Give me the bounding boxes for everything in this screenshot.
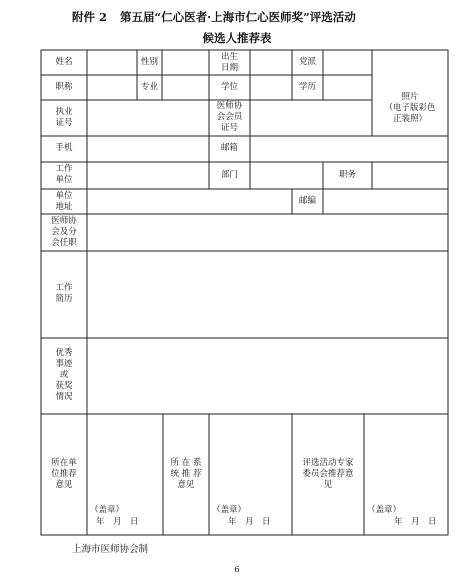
committee-seal: （盖章） [367, 505, 402, 515]
label-mobile: 手机 [55, 143, 73, 153]
committee-date: 年 月 日 [394, 517, 437, 527]
document-subtitle: 候选人推荐表 [202, 31, 272, 45]
label-committee-opinion: 评选活动专家 委员会推荐意 见 [302, 458, 354, 490]
label-unit-opinion: 所在单 位推荐 意见 [51, 458, 77, 490]
label-assoc-posts: 医师协 会及分 会任职 [51, 216, 77, 248]
unit-seal: （盖章） [90, 505, 125, 515]
label-degree: 学位 [220, 82, 238, 92]
unit-date: 年 月 日 [96, 517, 139, 527]
label-gender: 性别 [140, 57, 158, 67]
label-education: 学历 [298, 82, 316, 92]
label-department: 部门 [220, 170, 238, 180]
page-number: 6 [234, 565, 240, 575]
label-title: 职称 [55, 82, 73, 92]
label-deeds: 优秀 事迹 或 获奖 情况 [55, 348, 73, 402]
attachment-label: 附件 2 [72, 10, 108, 24]
label-unit-address: 单位 地址 [55, 191, 73, 212]
label-assoc-no: 医师协 会会员 证号 [216, 101, 243, 133]
footer-issuer: 上海市医师协会制 [72, 544, 149, 555]
label-license: 执业 证号 [55, 107, 73, 128]
label-specialty: 专业 [140, 82, 158, 92]
label-position: 职务 [338, 170, 356, 180]
label-dob: 出生 日期 [220, 52, 238, 73]
label-resume: 工作 简历 [55, 283, 73, 304]
label-system-opinion: 所 在 系 统 推 荐 意见 [170, 458, 202, 490]
document-title: 第五届“仁心医者·上海市仁心医师奖”评选活动 [120, 10, 356, 24]
label-email: 邮箱 [220, 143, 238, 153]
system-date: 年 月 日 [228, 517, 271, 527]
label-party: 党派 [298, 57, 316, 67]
label-work-unit: 工作 单位 [55, 164, 73, 185]
label-postcode: 邮编 [298, 196, 316, 206]
label-name: 姓名 [55, 57, 73, 67]
system-seal: （盖章） [212, 505, 247, 515]
photo-box: 照片 （电子版彩色 正装照） [384, 92, 436, 124]
